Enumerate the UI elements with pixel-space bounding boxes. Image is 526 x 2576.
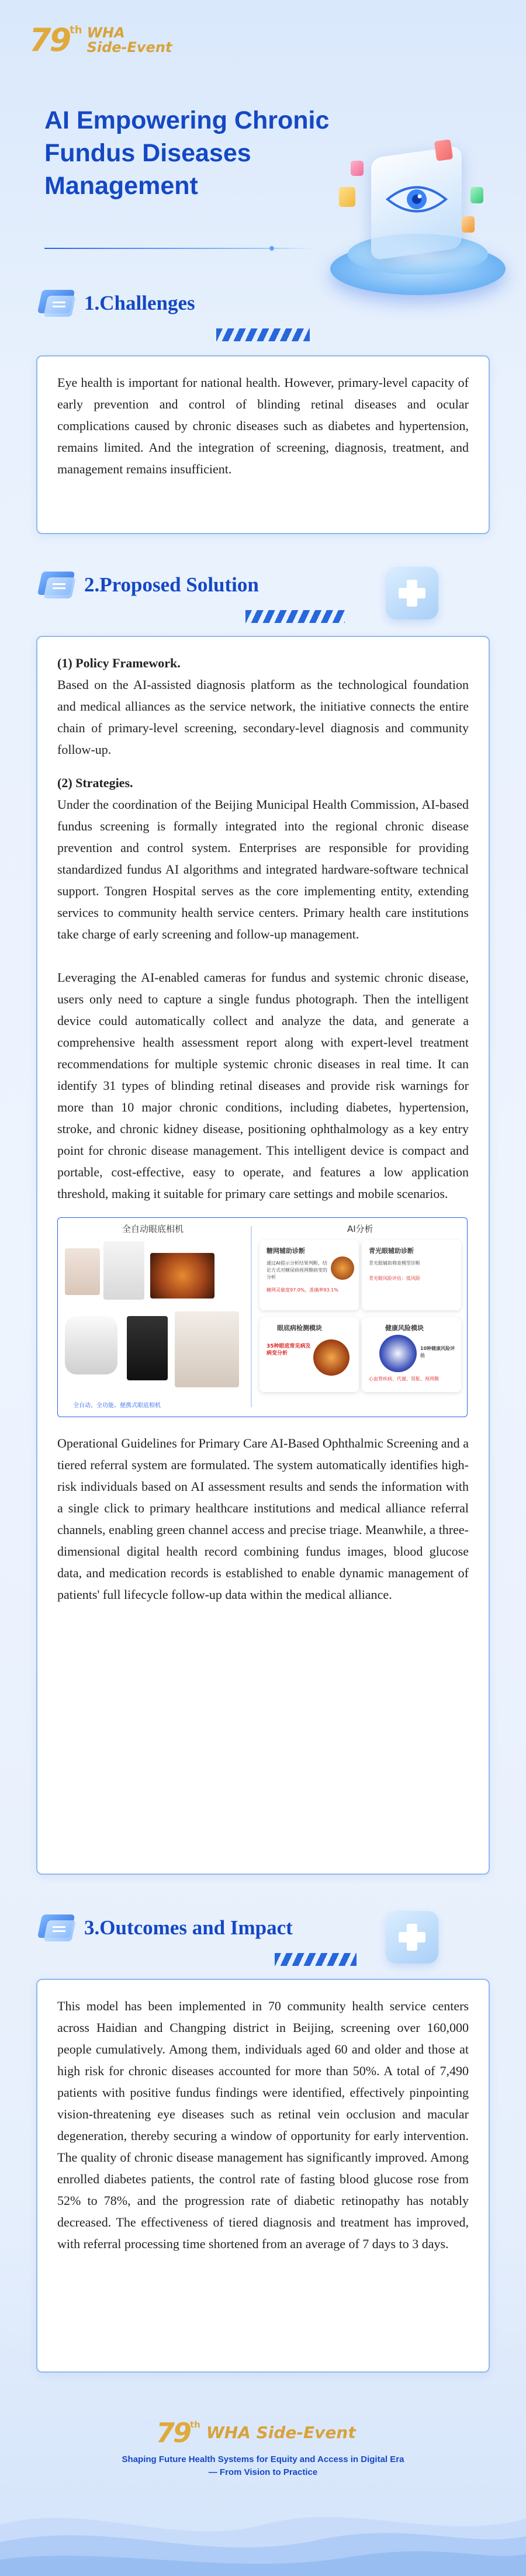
eye-icon <box>385 181 449 217</box>
ai-module-dr <box>259 1240 359 1310</box>
ai-module-title: 青光眼辅助诊断 <box>369 1247 414 1255</box>
solution-card <box>36 636 490 1875</box>
section-header-solution <box>36 567 259 603</box>
page-title: AI Empowering Chronic Fundus Diseases Management <box>44 106 330 200</box>
figure-right-title: AI分析 <box>347 1224 373 1234</box>
challenges-text: Eye health is important for national health. However, primary-level capacity of early prevention and control of blinding retinal diseases and ocular complications caused by chronic diseases such as diabetes and hypertension, remains limited. And the integration of screening, diagnosis, treatment, and management remains insufficient. <box>57 375 469 476</box>
logo-text <box>87 26 172 55</box>
camera-device-photo <box>65 1316 117 1374</box>
floating-card-icon <box>462 216 475 233</box>
operator-photo <box>103 1241 144 1300</box>
ai-module-text: 通过AI提示分析结果判断，结论方式对糖尿病视网膜病变的分析 <box>267 1261 327 1280</box>
logo-text-line2: Side-Event <box>86 39 172 56</box>
portable-camera-photo <box>127 1316 168 1380</box>
logo-superscript: th <box>70 23 82 36</box>
footer-tagline: Shaping Future Health Systems for Equity and Access in Digital Era <box>122 2454 404 2464</box>
decorative-stripes <box>216 328 310 341</box>
ai-module-stat: 糖网灵敏度97.0%，准确率93.1% <box>267 1287 338 1293</box>
section-header-challenges <box>36 285 195 321</box>
ai-module-text: 青光眼辅助筛查模型诊断 <box>369 1261 420 1266</box>
fundus-thumbnail <box>313 1339 349 1376</box>
medical-cross-icon <box>386 567 438 619</box>
strategies-heading: (2) Strategies. <box>57 775 133 790</box>
decorative-stripes <box>275 1953 357 1966</box>
section-title: 1.Challenges <box>84 292 195 314</box>
ai-module-title: 糖网辅助诊断 <box>267 1247 305 1255</box>
outcomes-text: This model has been implemented in 70 community health service centers across Haidian and Changping district in Beijing, screening over 160,000 people cumulatively. Among them, individuals aged 60 and older and those at high risk for chronic diseases accounted for more than 50%. A total of 7,490 patients with positive fundus findings were identified, effectively pinpointing vision-threatening eye diseases such as retinal vein occlusion and macular degeneration, thereby securing a window of opportunity for early intervention. The quality of chronic disease management has significantly improved. Among enrolled diabetes patients, the control rate of fasting blood glucose rose from 52% to 78%, and the progression rate of diabetic retinopathy has notably decreased. The effectiveness of tiered diagnosis and treatment has improved, with referral processing time shortened from an average of 7 days to 3 days. <box>57 1999 469 2251</box>
footer-wave-decoration <box>0 2484 526 2576</box>
policy-text: Based on the AI-assisted diagnosis platform as the technological foundation and medical alliances as the service network, the initiative connects the entire chain of primary-level screening, secondary-level diagnosis and community follow-up. <box>57 677 469 757</box>
footer-logo-text: WHA Side-Event <box>206 2423 356 2443</box>
strategies-text-1: Under the coordination of the Beijing Municipal Health Commission, AI-based fundus screening is formally integrated into the regional chronic disease prevention and control system. Enterprises are responsible for providing standardized fundus AI algorithms and integrated hardware-software technical support. Tongren Hospital serves as the core implementing entity, extending services to community health service centers. Primary health care institutions take charge of early screening and follow-up management. <box>57 797 469 941</box>
floating-card-icon <box>351 161 364 176</box>
logo-number: 79 <box>29 22 70 58</box>
ai-module-glaucoma <box>362 1240 461 1310</box>
document-icon <box>36 567 77 603</box>
floating-card-icon <box>434 139 453 161</box>
strategies-text-2: Leveraging the AI-enabled cameras for fundus and systemic chronic disease, users only need to capture a single fundus photograph. Then the intelligent device could automatically collect and analyze the data, and generate a comprehensive health assessment report along with expert-level treatment recommendations for multiple systemic chronic diseases in real time. It can identify 31 types of blinding retinal diseases and provide risk warnings for more than 10 major chronic conditions, including diabetes, hypertension, stroke, and chronic kidney disease, positioning ophthalmology as a key entry point for chronic disease management. This intelligent device is compact and portable, cost-effective, easy to operate, and features a low application threshold, making it suitable for primary care settings and mobile scenarios. <box>57 970 469 1201</box>
ai-module-text: 10种健康风险评估 <box>420 1346 455 1358</box>
fundus-thumbnail <box>331 1256 354 1280</box>
logo-text-line1: WHA <box>86 24 125 41</box>
footer-logo-number: 79 <box>156 2417 191 2449</box>
doctor-photo <box>175 1311 239 1387</box>
figure-left-title: 全自动眼底相机 <box>122 1224 184 1234</box>
floating-card-icon <box>339 187 355 207</box>
medical-cross-icon <box>386 1911 438 1964</box>
fundus-camera-figure <box>57 1217 468 1417</box>
ai-module-health <box>362 1317 461 1392</box>
ai-module-text: 35种眼底常见病及病变分析 <box>267 1344 311 1356</box>
ai-module-stat: 青光眼风险评估：低风险 <box>369 1276 420 1281</box>
document-icon <box>36 1910 77 1946</box>
section-title: 3.Outcomes and Impact <box>84 1916 293 1939</box>
document-icon <box>36 285 77 321</box>
figure-caption: 全自动、全功能、便携式眼底相机 <box>73 1403 161 1409</box>
fundus-image <box>150 1253 214 1299</box>
section-header-outcomes <box>36 1910 293 1946</box>
ai-module-title: 健康风险模块 <box>385 1324 424 1332</box>
eye-hologram-illustration <box>316 117 514 304</box>
footer-subtagline: — From Vision to Practice <box>208 2467 318 2477</box>
footer-logo-superscript: th <box>190 2419 200 2430</box>
health-risk-chart <box>379 1335 417 1372</box>
outcomes-card <box>36 1979 490 2373</box>
ai-module-stat: 心血管疾病、代谢、肾脏、视网膜 <box>369 1376 439 1382</box>
wha-logo <box>29 22 172 58</box>
footer-logo <box>156 2417 356 2449</box>
figure-divider <box>251 1226 252 1407</box>
ai-module-fundus <box>259 1317 359 1392</box>
title-divider <box>44 248 313 249</box>
decorative-stripes <box>245 610 345 623</box>
ai-module-title: 眼底病检测模块 <box>277 1324 322 1332</box>
section-title: 2.Proposed Solution <box>84 573 259 596</box>
strategies-text-3: Operational Guidelines for Primary Care AI-Based Ophthalmic Screening and a tiered referral system are formulated. The system automatically identifies high-risk individuals based on AI assessment results and sends the information with a single click to primary healthcare institutions and medical alliance referral channels, enabling green channel access and precise triage. Meanwhile, a three-dimensional digital health record combining fundus images, blood glucose data, and medication records is established to enable dynamic management of patients' full lifecycle follow-up data within the medical alliance. <box>57 1436 469 1602</box>
policy-heading: (1) Policy Framework. <box>57 656 181 670</box>
challenges-card <box>36 355 490 534</box>
patient-photo <box>65 1248 100 1295</box>
floating-card-icon <box>470 187 483 203</box>
